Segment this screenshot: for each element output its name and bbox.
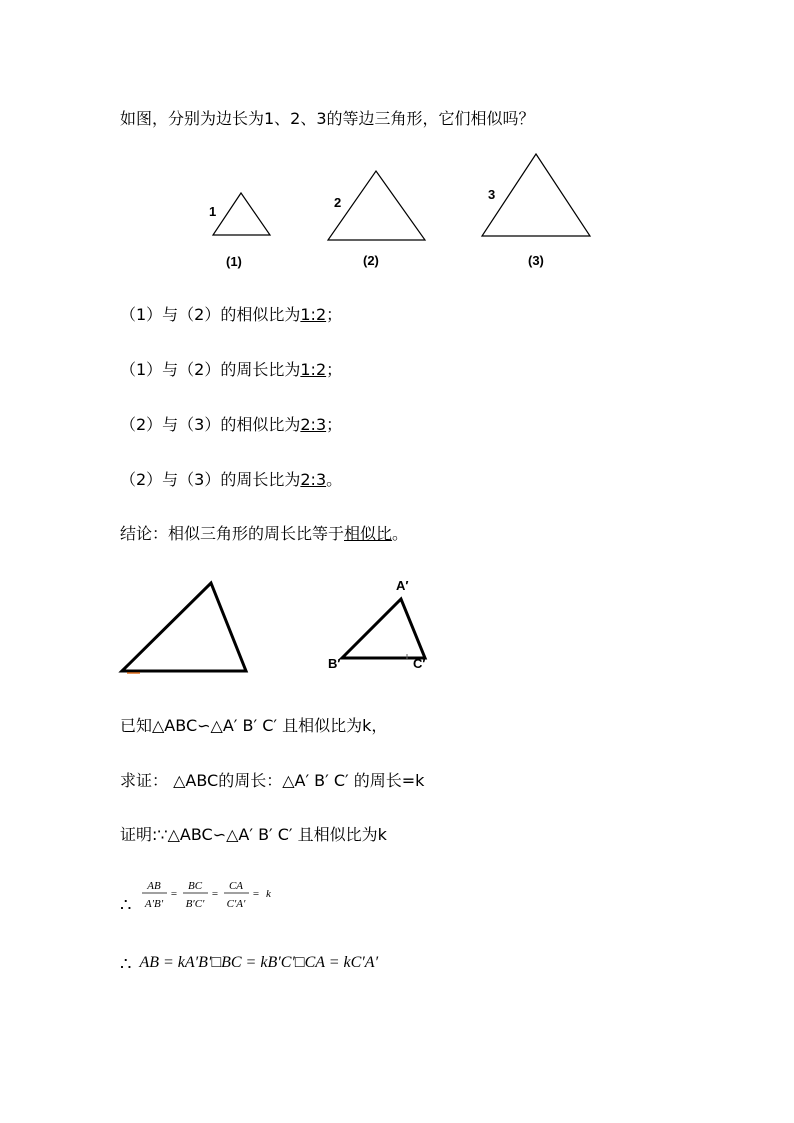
f-rhs: k (266, 888, 271, 900)
eq-3: = (252, 888, 260, 900)
triangle-2-side-label: 2 (334, 195, 342, 210)
ratio-1-value: 1:2 (300, 305, 327, 324)
ratio-2-value: 1:2 (300, 360, 327, 379)
triangle-1-side-label: 1 (209, 204, 217, 219)
ratio-3-prefix: （2）与（3）的相似比为 (120, 415, 301, 434)
equality-text: AB = kA′B′□BC = kB′C′□CA = kC′A′ (139, 954, 379, 971)
label-b-prime: B′ (328, 656, 341, 671)
f1-num: AB (147, 880, 161, 892)
ratio-2-prefix: （1）与（2）的周长比为 (120, 360, 301, 379)
f3-den: C′A′ (226, 898, 246, 910)
given-text: 已知△ABC∽△A′ B′ C′ 且相似比为k， (120, 716, 388, 735)
f3-num: CA (228, 880, 244, 892)
therefore-symbol-1: ∴ (120, 895, 132, 915)
eq-2: = (211, 888, 219, 900)
f2-den: B′C′ (185, 898, 205, 910)
conclusion-value: 相似比 (344, 524, 393, 543)
prove-text: 求证： △ABC的周长：△A′ B′ C′ 的周长=k (120, 771, 425, 790)
triangle-1-caption: (1) (226, 254, 242, 269)
ratio-3-suffix: ； (326, 415, 343, 434)
ratio-2-suffix: ； (326, 360, 343, 379)
ratio-4-suffix: 。 (326, 470, 343, 489)
therefore-symbol-2: ∴ (120, 954, 132, 974)
f2-num: BC (187, 880, 203, 892)
ratio-1-suffix: ； (326, 305, 343, 324)
label-a-prime: A′ (396, 578, 409, 593)
ratio-1-prefix: （1）与（2）的相似比为 (120, 305, 301, 324)
conclusion-suffix: 。 (392, 524, 409, 543)
triangle-3-caption: (3) (528, 253, 544, 268)
f1-den: A′B′ (144, 898, 164, 910)
conclusion-prefix: 结论：相似三角形的周长比等于 (120, 524, 345, 543)
intro-text: 如图，分别为边长为1、2、3的等边三角形，它们相似吗？ (120, 109, 535, 128)
eq-1: = (170, 888, 178, 900)
equality-formula (120, 951, 378, 972)
triangle-2-caption: (2) (363, 253, 379, 268)
label-c-prime: C′ (413, 656, 426, 671)
ratio-4-prefix: （2）与（3）的周长比为 (120, 470, 301, 489)
ratio-4-value: 2:3 (300, 470, 327, 489)
triangle-3-side-label: 3 (488, 187, 496, 202)
proof-text: 证明:∵△ABC∽△A′ B′ C′ 且相似比为k (120, 825, 387, 844)
ratio-3-value: 2:3 (300, 415, 327, 434)
